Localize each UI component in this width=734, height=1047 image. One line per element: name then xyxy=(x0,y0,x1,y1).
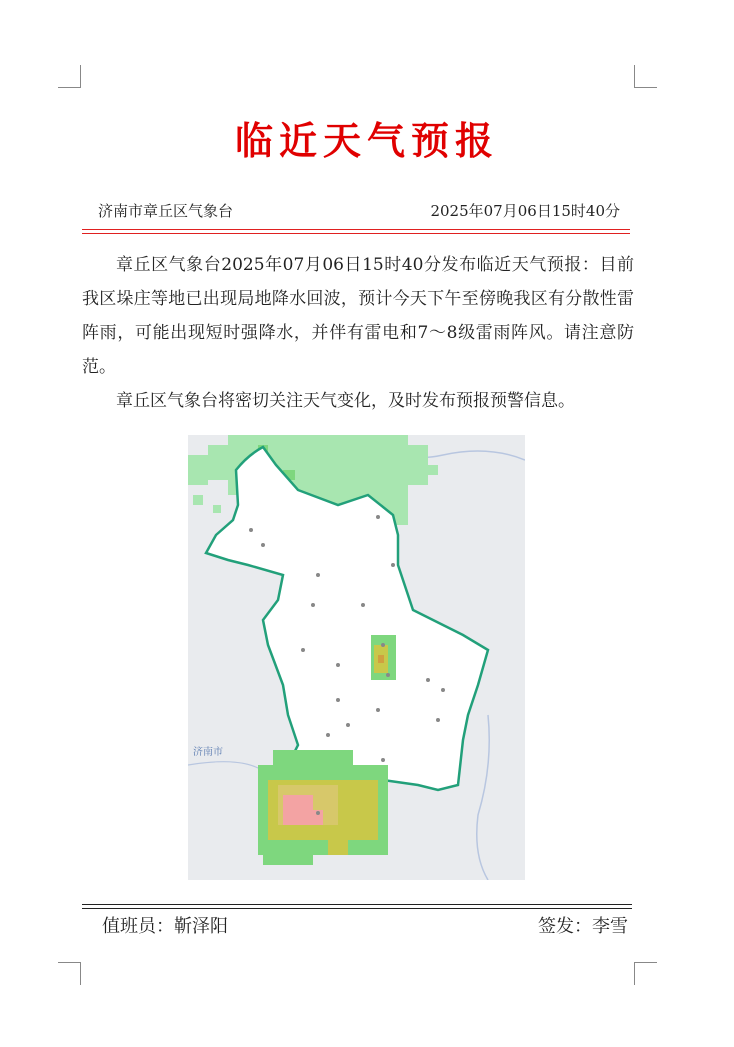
signer: 签发：李雪 xyxy=(538,916,628,937)
issue-info-row xyxy=(98,200,620,222)
corner-mark-bottom-right xyxy=(634,962,657,985)
footer-divider-thick xyxy=(82,904,632,905)
corner-mark-bottom-left xyxy=(58,962,81,985)
precip-south xyxy=(258,750,388,865)
forecast-body xyxy=(82,248,634,418)
header-divider-thin xyxy=(82,233,630,234)
paragraph-forecast: 章丘区气象台2025年07月06日15时40分发布临近天气预报：目前我区垛庄等地已出现局地降水回波，预计今天下午至傍晚我区有分散性雷阵雨，可能出现短时强降水，并伴有雷电和7～8级雷雨阵风。请注意防范。 xyxy=(82,255,634,377)
footer-divider-thin xyxy=(82,908,632,909)
document-title: 临近天气预报 xyxy=(234,118,499,163)
corner-mark-top-right xyxy=(634,65,657,88)
city-label: 济南市 xyxy=(193,747,223,758)
corner-mark-top-left xyxy=(58,65,81,88)
issue-time: 2025年07月06日15时40分 xyxy=(430,202,620,220)
radar-map xyxy=(188,435,525,880)
paragraph-followup: 章丘区气象台将密切关注天气变化，及时发布预报预警信息。 xyxy=(116,391,575,411)
header-divider-thick xyxy=(82,229,630,230)
precip-center xyxy=(371,635,396,680)
radar-map-svg xyxy=(188,435,525,880)
issuer: 济南市章丘区气象台 xyxy=(98,202,234,220)
duty-officer: 值班员：靳泽阳 xyxy=(102,916,228,937)
